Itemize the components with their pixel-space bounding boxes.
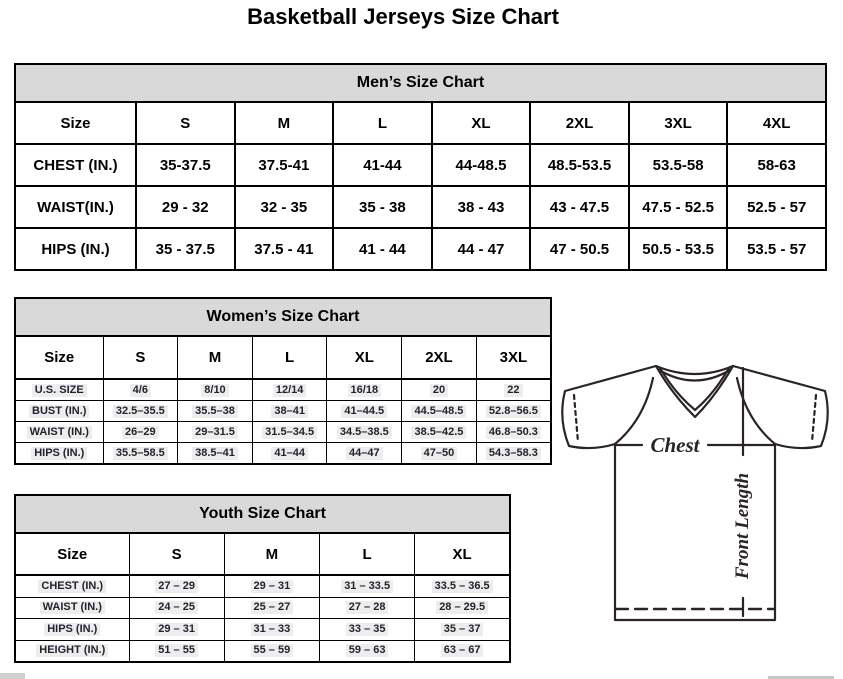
youth-size-value-cell: 51 – 55	[129, 640, 224, 662]
mens-chart-header: Men’s Size Chart	[15, 64, 826, 102]
womens-size-value-cell: 41–44.5	[327, 401, 402, 422]
womens-column-header-3xl: 3XL	[476, 336, 551, 379]
jersey-diagram-svg	[556, 358, 838, 628]
youth-size-value-cell: 25 – 27	[224, 597, 319, 619]
youth-size-chart-table	[14, 494, 511, 663]
mens-size-value-cell: 43 - 47.5	[530, 186, 629, 228]
womens-size-value-cell: 44–47	[327, 443, 402, 465]
mens-size-value-cell: 44-48.5	[432, 144, 531, 186]
mens-table-row	[15, 186, 826, 228]
mens-size-value-cell: 44 - 47	[432, 228, 531, 270]
mens-size-value-cell: 47 - 50.5	[530, 228, 629, 270]
front-length-label: Front Length	[732, 472, 753, 580]
womens-chart-header: Women’s Size Chart	[15, 298, 551, 336]
chest-label: Chest	[650, 433, 700, 457]
youth-size-value-cell: 29 – 31	[224, 575, 319, 597]
youth-size-value-cell: 33 – 35	[320, 619, 415, 641]
mens-column-header-2xl: 2XL	[530, 102, 629, 144]
womens-size-value-cell: 34.5–38.5	[327, 422, 402, 443]
mens-size-value-cell: 35 - 37.5	[136, 228, 235, 270]
left-cuff-stitch-line	[574, 395, 578, 442]
womens-column-header-m: M	[178, 336, 253, 379]
womens-size-value-cell: 46.8–50.3	[476, 422, 551, 443]
mens-size-value-cell: 53.5 - 57	[727, 228, 826, 270]
right-cuff-stitch-line	[812, 395, 816, 442]
youth-size-value-cell: 28 – 29.5	[415, 597, 510, 619]
mens-size-value-cell: 53.5-58	[629, 144, 728, 186]
mens-size-value-cell: 52.5 - 57	[727, 186, 826, 228]
jersey-measurement-diagram	[556, 358, 838, 630]
mens-size-value-cell: 41 - 44	[333, 228, 432, 270]
youth-size-value-cell: 27 – 28	[320, 597, 415, 619]
mens-size-value-cell: 48.5-53.5	[530, 144, 629, 186]
youth-size-value-cell: 55 – 59	[224, 640, 319, 662]
womens-column-header-s: S	[103, 336, 178, 379]
womens-row-label: BUST (IN.)	[15, 401, 103, 422]
womens-size-value-cell: 12/14	[252, 379, 327, 401]
youth-size-value-cell: 31 – 33	[224, 619, 319, 641]
womens-size-value-cell: 38.5–41	[178, 443, 253, 465]
mens-row-label: HIPS (IN.)	[15, 228, 136, 270]
womens-size-value-cell: 26–29	[103, 422, 178, 443]
womens-size-value-cell: 4/6	[103, 379, 178, 401]
mens-size-value-cell: 29 - 32	[136, 186, 235, 228]
youth-size-value-cell: 24 – 25	[129, 597, 224, 619]
youth-column-header-xl: XL	[415, 533, 510, 575]
artifact-bottom-left	[0, 673, 25, 679]
womens-size-value-cell: 32.5–35.5	[103, 401, 178, 422]
womens-size-value-cell: 16/18	[327, 379, 402, 401]
womens-column-header-xl: XL	[327, 336, 402, 379]
womens-size-value-cell: 22	[476, 379, 551, 401]
youth-size-value-cell: 27 – 29	[129, 575, 224, 597]
jersey-outline-icon	[562, 366, 827, 620]
womens-table-row	[15, 401, 551, 422]
mens-row-label: CHEST (IN.)	[15, 144, 136, 186]
womens-size-value-cell: 38–41	[252, 401, 327, 422]
womens-size-value-cell: 41–44	[252, 443, 327, 465]
womens-row-label: U.S. SIZE	[15, 379, 103, 401]
womens-column-header-2xl: 2XL	[402, 336, 477, 379]
womens-size-value-cell: 47–50	[402, 443, 477, 465]
mens-size-value-cell: 47.5 - 52.5	[629, 186, 728, 228]
mens-column-header-4xl: 4XL	[727, 102, 826, 144]
womens-row-label: WAIST (IN.)	[15, 422, 103, 443]
mens-size-value-cell: 35 - 38	[333, 186, 432, 228]
womens-column-header-size: Size	[15, 336, 103, 379]
youth-size-value-cell: 63 – 67	[415, 640, 510, 662]
mens-table-row	[15, 144, 826, 186]
mens-column-header-xl: XL	[432, 102, 531, 144]
mens-size-value-cell: 50.5 - 53.5	[629, 228, 728, 270]
mens-column-header-m: M	[235, 102, 334, 144]
youth-size-value-cell: 59 – 63	[320, 640, 415, 662]
womens-table-row	[15, 443, 551, 465]
mens-table-row	[15, 228, 826, 270]
mens-size-value-cell: 37.5-41	[235, 144, 334, 186]
youth-chart-header: Youth Size Chart	[15, 495, 510, 533]
youth-column-header-size: Size	[15, 533, 129, 575]
youth-table-row	[15, 619, 510, 641]
youth-row-label: HIPS (IN.)	[15, 619, 129, 641]
womens-size-value-cell: 8/10	[178, 379, 253, 401]
womens-size-value-cell: 38.5–42.5	[402, 422, 477, 443]
womens-row-label: HIPS (IN.)	[15, 443, 103, 465]
youth-column-header-m: M	[224, 533, 319, 575]
youth-table-row	[15, 575, 510, 597]
mens-column-header-size: Size	[15, 102, 136, 144]
youth-table-row	[15, 640, 510, 662]
womens-table-row	[15, 422, 551, 443]
youth-column-header-l: L	[320, 533, 415, 575]
youth-size-value-cell: 29 – 31	[129, 619, 224, 641]
womens-size-value-cell: 52.8–56.5	[476, 401, 551, 422]
youth-column-header-s: S	[129, 533, 224, 575]
womens-size-value-cell: 31.5–34.5	[252, 422, 327, 443]
womens-column-header-l: L	[252, 336, 327, 379]
youth-row-label: HEIGHT (IN.)	[15, 640, 129, 662]
womens-size-value-cell: 35.5–58.5	[103, 443, 178, 465]
womens-size-chart-table	[14, 297, 552, 465]
womens-size-value-cell: 44.5–48.5	[402, 401, 477, 422]
mens-column-header-3xl: 3XL	[629, 102, 728, 144]
mens-size-value-cell: 35-37.5	[136, 144, 235, 186]
mens-column-header-l: L	[333, 102, 432, 144]
page-title: Basketball Jerseys Size Chart	[247, 4, 559, 29]
youth-row-label: CHEST (IN.)	[15, 575, 129, 597]
mens-size-value-cell: 32 - 35	[235, 186, 334, 228]
youth-row-label: WAIST (IN.)	[15, 597, 129, 619]
womens-size-value-cell: 29–31.5	[178, 422, 253, 443]
mens-row-label: WAIST(IN.)	[15, 186, 136, 228]
womens-size-value-cell: 35.5–38	[178, 401, 253, 422]
womens-size-value-cell: 20	[402, 379, 477, 401]
mens-column-header-s: S	[136, 102, 235, 144]
youth-size-value-cell: 33.5 – 36.5	[415, 575, 510, 597]
left-armhole-seam	[615, 378, 653, 444]
mens-size-chart-table	[14, 63, 827, 271]
mens-size-value-cell: 41-44	[333, 144, 432, 186]
womens-size-value-cell: 54.3–58.3	[476, 443, 551, 465]
mens-size-value-cell: 58-63	[727, 144, 826, 186]
youth-table-row	[15, 597, 510, 619]
mens-size-value-cell: 38 - 43	[432, 186, 531, 228]
mens-size-value-cell: 37.5 - 41	[235, 228, 334, 270]
youth-size-value-cell: 35 – 37	[415, 619, 510, 641]
womens-table-row	[15, 379, 551, 401]
youth-size-value-cell: 31 – 33.5	[320, 575, 415, 597]
collar-back-arc	[656, 366, 733, 374]
